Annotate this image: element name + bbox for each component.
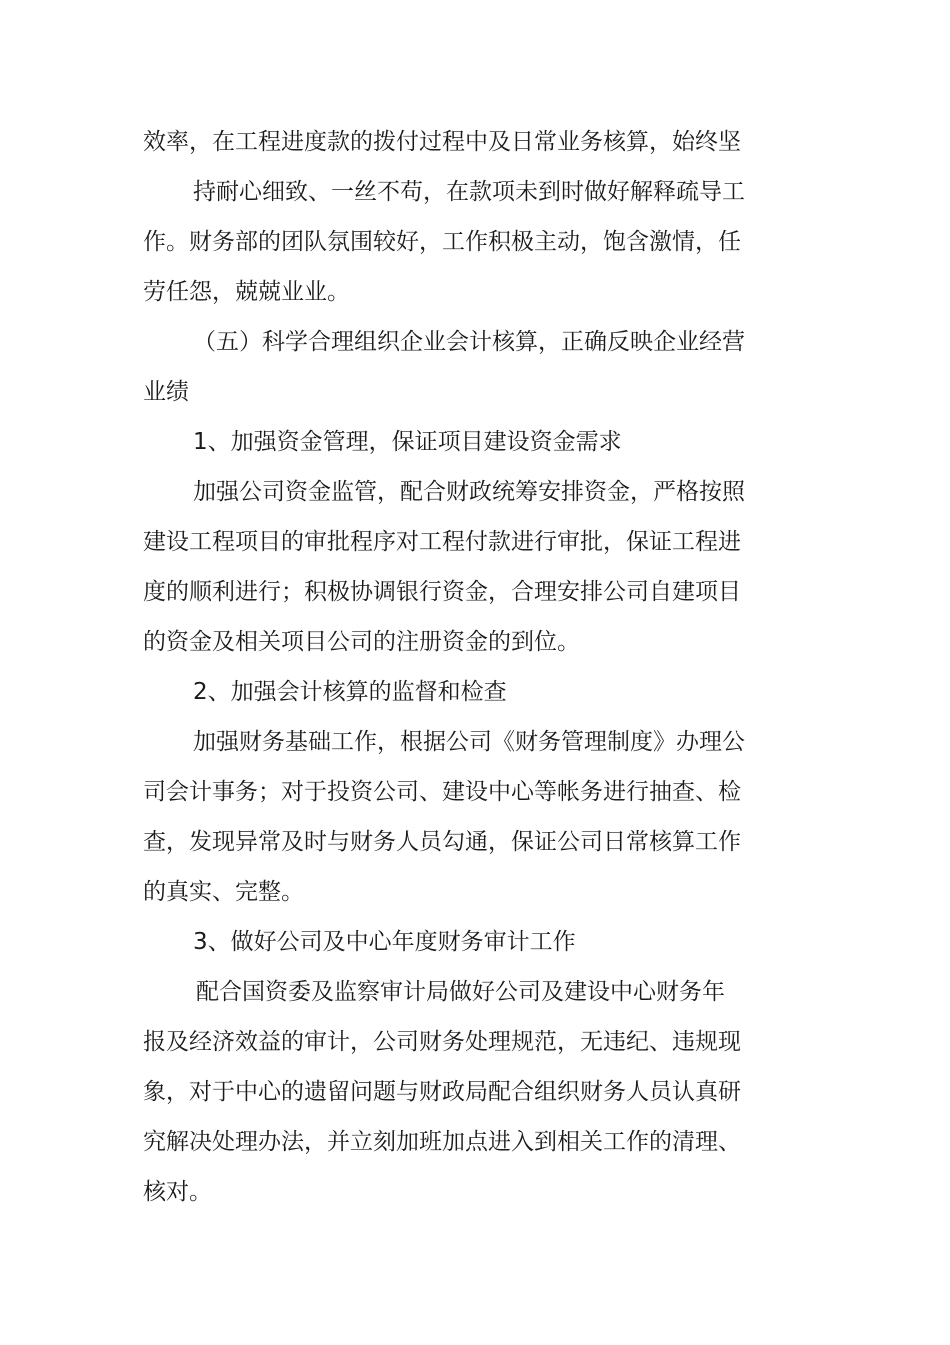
text-line: 度的顺利进行；积极协调银行资金，合理安排公司自建项目 [143, 579, 741, 605]
section-heading-cont: 业绩 [143, 379, 189, 405]
text-line: 加强财务基础工作，根据公司《财务管理制度》办理公 [193, 729, 745, 755]
text-line: 究解决处理办法，并立刻加班加点进入到相关工作的清理、 [143, 1129, 741, 1155]
text-line: 持耐心细致、一丝不苟，在款项未到时做好解释疏导工 [193, 179, 745, 205]
subsection-heading: 3、做好公司及中心年度财务审计工作 [193, 929, 576, 955]
text-line: 作。财务部的团队氛围较好，工作积极主动，饱含激情，任 [143, 229, 741, 255]
text-line: 加强公司资金监管，配合财政统筹安排资金，严格按照 [193, 479, 745, 505]
text-line: 的真实、完整。 [143, 879, 304, 905]
text-line: 配合国资委及监察审计局做好公司及建设中心财务年 [196, 979, 725, 1005]
text-line: 报及经济效益的审计，公司财务处理规范，无违纪、违规现 [143, 1029, 741, 1055]
text-line: 查，发现异常及时与财务人员勾通，保证公司日常核算工作 [143, 829, 741, 855]
text-line: 象，对于中心的遗留问题与财政局配合组织财务人员认真研 [143, 1079, 741, 1105]
text-line: 的资金及相关项目公司的注册资金的到位。 [143, 629, 580, 655]
text-line: 劳任怨，兢兢业业。 [143, 279, 350, 305]
text-line: 核对。 [143, 1179, 212, 1205]
text-line: 效率，在工程进度款的拨付过程中及日常业务核算，始终坚 [143, 129, 741, 155]
text-line: 建设工程项目的审批程序对工程付款进行审批，保证工程进 [143, 529, 741, 555]
subsection-heading: 1、加强资金管理，保证项目建设资金需求 [193, 429, 622, 455]
text-line: 司会计事务；对于投资公司、建设中心等帐务进行抽查、检 [143, 779, 741, 805]
section-heading: （五）科学合理组织企业会计核算，正确反映企业经营 [193, 329, 745, 355]
subsection-heading: 2、加强会计核算的监督和检查 [193, 679, 507, 705]
